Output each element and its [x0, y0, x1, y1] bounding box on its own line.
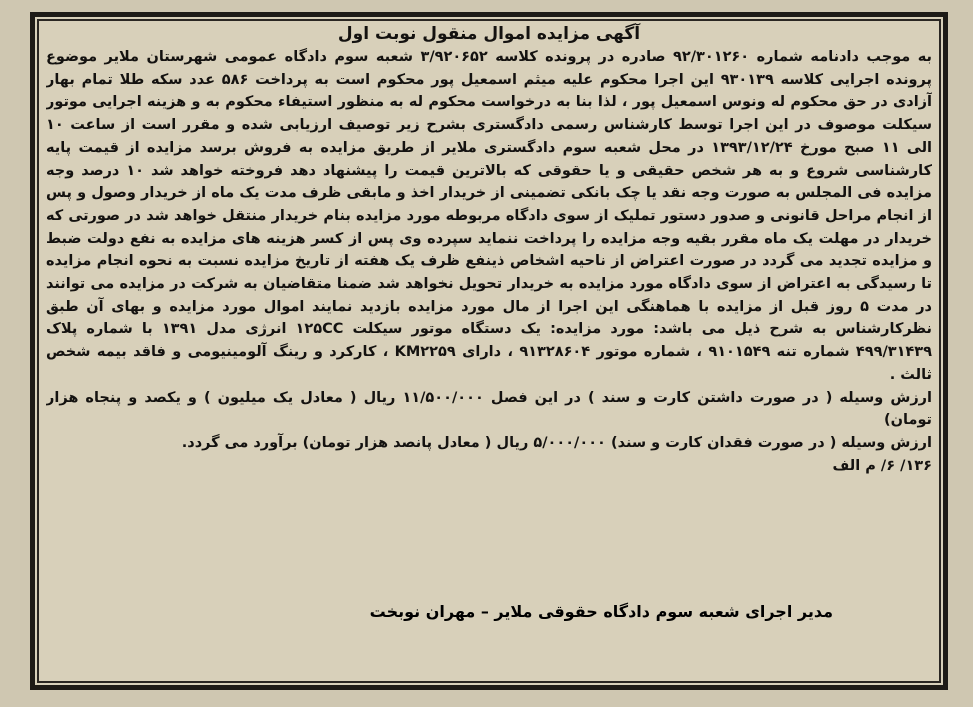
- notice-reference: ۱۳۶/ ۶/ م الف: [832, 457, 932, 474]
- value-without-card: ارزش وسیله ( در صورت فقدان کارت و سند) ۵/۰۰۰/۰۰۰ ریال ( معادل پانصد هزار تومان) برآورد می گردد.: [181, 434, 932, 451]
- notice-body: به موجب دادنامه شماره ۹۲/۳۰۱۲۶۰ صادره در پرونده کلاسه ۳/۹۲۰۶۵۲ شعبه سوم دادگاه عمومی شهرستان ملایر موضوع پرونده اجرایی کلاسه ۹۳۰۱۳۹ این اجرا محکوم علیه میثم اسمعیل پور محکوم است به پرداخت ۵۸۶ عدد سکه طلا تمام بهار آزادی در حق محکوم له ونوس اسمعیل پور ، لذا بنا به درخواست محکوم له به منظور استیفاء محکوم به و هزینه اجرایی موتور سیکلت موصوف در این اجرا توسط کارشناس رسمی دادگستری بشرح زیر توصیف ارزیابی شده و مقرر است از ساعت ۱۰ الی ۱۱ صبح مورخ ۱۳۹۳/۱۲/۲۴ در محل شعبه سوم دادگستری ملایر از طریق مزایده به فروش برسد مزایده از قیمت پایه کارشناسی شروع و به هر شخص حقیقی و یا حقوقی که بالاترین قیمت را پیشنهاد دهد فروخته خواهد شد ۱۰ درصد وجه مزایده فی المجلس به صورت وجه نقد یا چک بانکی تضمینی از خریدار اخذ و مابقی ظرف مدت یک ماه از خریدار وصول و پس از انجام مراحل قانونی و صدور دستور تملیک از سوی دادگاه مربوطه مورد مزایده بنام خریدار منتقل خواهد شد در صورتی که خریدار در مهلت یک ماه مقرر بقیه وجه مزایده را پرداخت ننماید سپرده وی پس از کسر هزینه های مزایده به نفع دولت ضبط و مزایده تجدید می گردد در صورت اعتراض از ناحیه اشخاص ذینفع ظرف یک هفته از تاریخ مزایده نسبت به نحوه انجام مزایده تا رسیدگی به اعتراض از سوی دادگاه مورد مزایده به خریدار تحویل نخواهد شد ضمنا متقاضیان به شرکت در مزایده می توانند در مدت ۵ روز قبل از مزایده با هماهنگی این اجرا از مال مورد مزایده بازدید نمایند اموال مورد مزایده و بهای آن طبق نظرکارشناس به شرح ذیل می باشد: مورد مزایده: یک دستگاه موتور سیکلت ۱۲۵CC انرژی مدل ۱۳۹۱ با شماره پلاک ۴۹۹/۳۱۴۳۹ شماره تنه ۹۱۰۱۵۴۹ ، شماره موتور ۹۱۳۲۸۶۰۴ ، دارای KM۲۲۵۹ ، کارکرد و رینگ آلومینیومی و فاقد بیمه شخص ثالث .: [46, 49, 932, 383]
- value-with-card: ارزش وسیله ( در صورت داشتن کارت و سند ) در این فصل ۱۱/۵۰۰/۰۰۰ ریال ( معادل یک میلیون ) و یکصد و پنجاه هزار تومان): [46, 389, 932, 429]
- auction-notice: [46, 22, 932, 677]
- notice-title: آگهی مزایده اموال منقول نوبت اول: [337, 24, 641, 44]
- signature-line: مدیر اجرای شعبه سوم دادگاه حقوقی ملایر – مهران نوبخت: [369, 602, 833, 621]
